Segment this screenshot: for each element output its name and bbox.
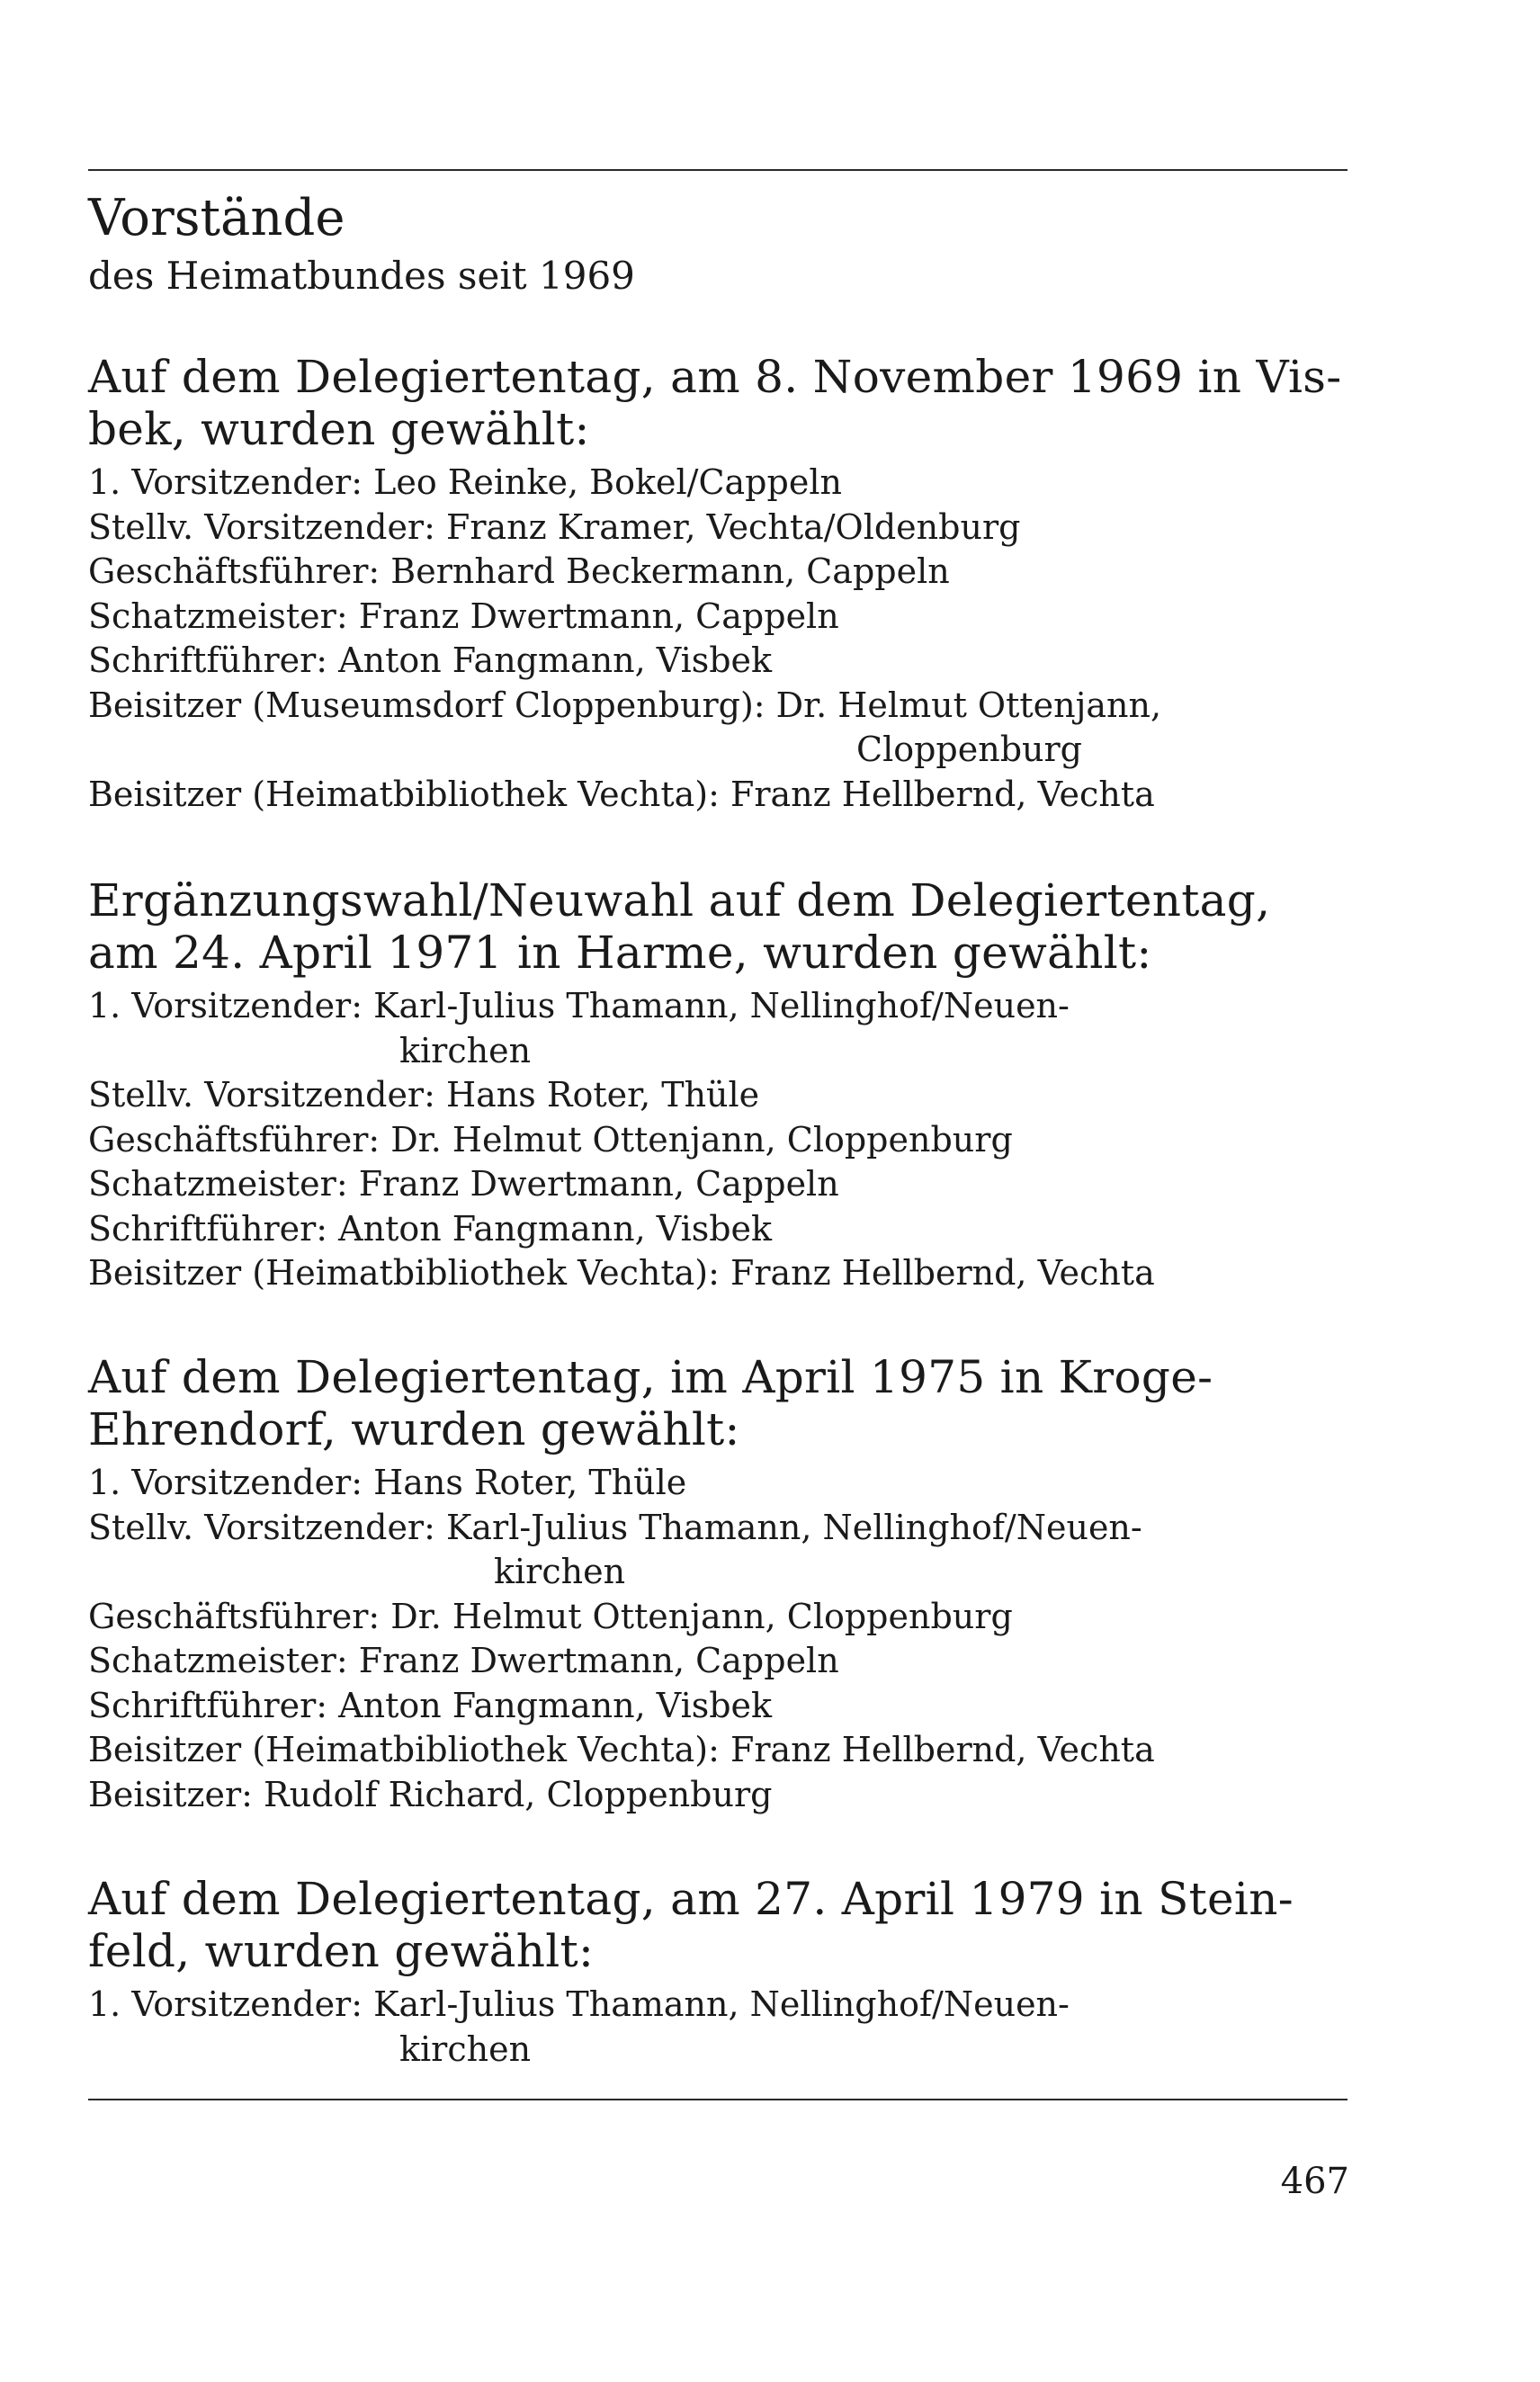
board-member-list xyxy=(88,1461,1348,1817)
section-heading-line: Auf dem Delegiertentag, am 27. April 1979 in Stein- xyxy=(88,1873,1294,1925)
board-entry: Beisitzer (Museumsdorf Cloppenburg): Dr. Helmut Ottenjann, xyxy=(88,685,1162,725)
section-heading-line: am 24. April 1971 in Harme, wurden gewählt: xyxy=(88,927,1152,979)
board-entry: Beisitzer (Heimatbibliothek Vechta): Franz Hellbernd, Vechta xyxy=(88,774,1155,814)
page-title: Vorstände xyxy=(88,189,345,247)
board-entry: Stellv. Vorsitzender: Hans Roter, Thüle xyxy=(88,1075,760,1115)
section-heading xyxy=(88,1873,1348,1977)
board-entry-continuation: kirchen xyxy=(399,2028,532,2069)
board-entry-continuation: kirchen xyxy=(399,1030,532,1070)
election-section-1975 xyxy=(88,1351,1348,1817)
page-number: 467 xyxy=(1280,2161,1349,2202)
board-entry: 1. Vorsitzender: Karl-Julius Thamann, Nellinghof/Neuen- xyxy=(88,986,1070,1025)
board-entry: Geschäftsführer: Dr. Helmut Ottenjann, Cloppenburg xyxy=(88,1596,1013,1636)
board-member-list xyxy=(88,1983,1348,2072)
board-entry: Beisitzer: Rudolf Richard, Cloppenburg xyxy=(88,1774,773,1814)
board-entry: Beisitzer (Heimatbibliothek Vechta): Franz Hellbernd, Vechta xyxy=(88,1730,1155,1769)
section-heading xyxy=(88,351,1348,455)
board-entry-continuation: kirchen xyxy=(494,1552,626,1591)
board-entry: Schatzmeister: Franz Dwertmann, Cappeln xyxy=(88,596,839,636)
board-member-list xyxy=(88,984,1348,1296)
board-entry: Stellv. Vorsitzender: Franz Kramer, Vechta/Oldenburg xyxy=(88,506,1021,547)
board-entry: Stellv. Vorsitzender: Karl-Julius Thamann, Nellinghof/Neuen- xyxy=(88,1507,1142,1547)
board-entry: Geschäftsführer: Dr. Helmut Ottenjann, Cloppenburg xyxy=(88,1119,1013,1160)
board-entry: Schriftführer: Anton Fangmann, Visbek xyxy=(88,1208,773,1249)
board-entry: 1. Vorsitzender: Leo Reinke, Bokel/Cappeln xyxy=(88,462,842,502)
board-entry-continuation: Cloppenburg xyxy=(856,730,1083,769)
top-rule xyxy=(88,169,1348,171)
election-section-1969 xyxy=(88,351,1348,817)
board-entry: Schriftführer: Anton Fangmann, Visbek xyxy=(88,1685,773,1725)
board-entry: Beisitzer (Heimatbibliothek Vechta): Franz Hellbernd, Vechta xyxy=(88,1253,1155,1293)
board-entry: 1. Vorsitzender: Karl-Julius Thamann, Nellinghof/Neuen- xyxy=(88,1984,1070,2024)
bottom-rule xyxy=(88,2099,1348,2100)
section-heading xyxy=(88,874,1348,979)
board-entry: 1. Vorsitzender: Hans Roter, Thüle xyxy=(88,1463,687,1502)
election-section-1971 xyxy=(88,874,1348,1296)
section-heading-line: Auf dem Delegiertentag, im April 1975 in Kroge- xyxy=(88,1351,1213,1403)
section-heading-line: bek, wurden gewählt: xyxy=(88,403,590,455)
section-heading-line: Ehrendorf, wurden gewählt: xyxy=(88,1403,740,1455)
board-entry: Geschäftsführer: Bernhard Beckermann, Cappeln xyxy=(88,551,950,591)
section-heading xyxy=(88,1351,1348,1455)
board-entry: Schriftführer: Anton Fangmann, Visbek xyxy=(88,640,773,680)
section-heading-line: Auf dem Delegiertentag, am 8. November 1969 in Vis- xyxy=(88,351,1342,403)
page-subtitle: des Heimatbundes seit 1969 xyxy=(88,254,635,298)
election-section-1979 xyxy=(88,1873,1348,2072)
board-entry: Schatzmeister: Franz Dwertmann, Cappeln xyxy=(88,1641,839,1680)
section-heading-line: feld, wurden gewählt: xyxy=(88,1925,595,1977)
board-entry: Schatzmeister: Franz Dwertmann, Cappeln xyxy=(88,1164,839,1204)
board-member-list xyxy=(88,461,1348,817)
section-heading-line: Ergänzungswahl/Neuwahl auf dem Delegiertentag, xyxy=(88,874,1271,927)
